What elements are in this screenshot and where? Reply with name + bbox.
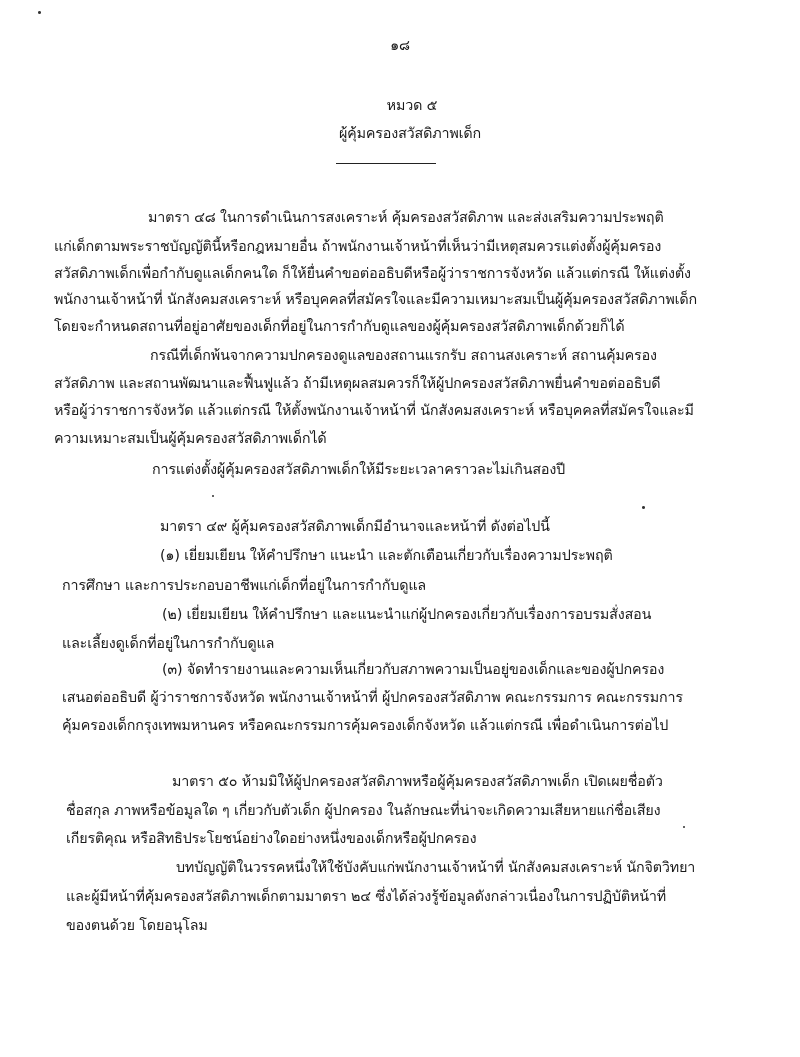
section-48-line: สวัสดิภาพเด็กเพื่อกำกับดูแลเด็กคนใด ก็ให้ยื่นคำขอต่ออธิบดีหรือผู้ว่าราชการจังหวัด แล้วแต่กรณี ให้แต่งตั้ง — [54, 266, 691, 282]
section-50-line: เกียรติคุณ หรือสิทธิประโยชน์อย่างใดอย่างหนึ่งของเด็กหรือผู้ปกครอง — [66, 831, 477, 847]
section-49-line: (๑) เยี่ยมเยียน ให้คำปรึกษา แนะนำ และตักเตือนเกี่ยวกับเรื่องความประพฤติ — [160, 548, 613, 564]
section-48-line: ความเหมาะสมเป็นผู้คุ้มครองสวัสดิภาพเด็กได้ — [54, 431, 327, 447]
section-49-line: และเลี้ยงดูเด็กที่อยู่ในการกำกับดูแล — [62, 636, 275, 652]
section-48-heading-line: มาตรา ๔๘ ในการดำเนินการสงเคราะห์ คุ้มครองสวัสดิภาพ และส่งเสริมความประพฤติ — [148, 210, 664, 226]
section-48-line: สวัสดิภาพ และสถานพัฒนาและฟื้นฟูแล้ว ถ้ามีเหตุผลสมควรก็ให้ผู้ปกครองสวัสดิภาพยื่นคำขอต่ออธิบดี — [54, 376, 661, 392]
section-49-line: เสนอต่ออธิบดี ผู้ว่าราชการจังหวัด พนักงานเจ้าหน้าที่ ผู้ปกครองสวัสดิภาพ คณะกรรมการ คณะกรรมการ — [62, 690, 683, 706]
chapter-title: หมวด ๕ — [386, 98, 438, 114]
section-50-heading-line: มาตรา ๕๐ ห้ามมิให้ผู้ปกครองสวัสดิภาพหรือผู้คุ้มครองสวัสดิภาพเด็ก เปิดเผยชื่อตัว — [172, 774, 663, 790]
section-49-line: (๒) เยี่ยมเยียน ให้คำปรึกษา และแนะนำแก่ผู้ปกครองเกี่ยวกับเรื่องการอบรมสั่งสอน — [162, 607, 652, 623]
section-48-line: แก่เด็กตามพระราชบัญญัตินี้หรือกฎหมายอื่น ถ้าพนักงานเจ้าหน้าที่เห็นว่ามีเหตุสมควรแต่งตั้งผู้คุ้มครอง — [54, 239, 662, 255]
section-48-line: การแต่งตั้งผู้คุ้มครองสวัสดิภาพเด็กให้มีระยะเวลาคราวละไม่เกินสองปี — [152, 462, 566, 478]
section-49-line: คุ้มครองเด็กกรุงเทพมหานคร หรือคณะกรรมการคุ้มครองเด็กจังหวัด แล้วแต่กรณี เพื่อดำเนินการต่อไป — [62, 718, 669, 734]
page-number: ๑๘ — [390, 38, 410, 54]
section-50-line: บทบัญญัติในวรรคหนึ่งให้ใช้บังคับแก่พนักงานเจ้าหน้าที่ นักสังคมสงเคราะห์ นักจิตวิทยา — [176, 860, 696, 876]
section-50-line: ของตนด้วย โดยอนุโลม — [66, 918, 208, 934]
section-49-heading-line: มาตรา ๔๙ ผู้คุ้มครองสวัสดิภาพเด็กมีอำนาจและหน้าที่ ดังต่อไปนี้ — [160, 519, 550, 535]
scan-speck — [212, 495, 214, 497]
chapter-subtitle: ผู้คุ้มครองสวัสดิภาพเด็ก — [338, 126, 482, 142]
section-50-line: ชื่อสกุล ภาพหรือข้อมูลใด ๆ เกี่ยวกับตัวเด็ก ผู้ปกครอง ในลักษณะที่น่าจะเกิดความเสียหายแก่ชื่อเสียง — [66, 803, 661, 819]
section-49-line: (๓) จัดทำรายงานและความเห็นเกี่ยวกับสภาพความเป็นอยู่ของเด็กและของผู้ปกครอง — [162, 662, 665, 678]
section-48-line: กรณีที่เด็กพ้นจากความปกครองดูแลของสถานแรกรับ สถานสงเคราะห์ สถานคุ้มครอง — [150, 348, 657, 364]
section-48-line: หรือผู้ว่าราชการจังหวัด แล้วแต่กรณี ให้ตั้งพนักงานเจ้าหน้าที่ นักสังคมสงเคราะห์ หรือบุคคลที่สมัครใจและมี — [54, 403, 694, 419]
title-underline — [336, 163, 436, 164]
section-48-line: พนักงานเจ้าหน้าที่ นักสังคมสงเคราะห์ หรือบุคคลที่สมัครใจและมีความเหมาะสมเป็นผู้คุ้มครองสวัสดิภาพเด็ก — [54, 292, 697, 308]
scan-speck — [683, 826, 685, 828]
scan-speck — [642, 506, 645, 509]
section-50-line: และผู้มีหน้าที่คุ้มครองสวัสดิภาพเด็กตามมาตรา ๒๔ ซึ่งได้ล่วงรู้ข้อมูลดังกล่าวเนื่องในการปฏิบัติหน้าที่ — [66, 889, 667, 905]
section-48-line: โดยจะกำหนดสถานที่อยู่อาศัยของเด็กที่อยู่ในการกำกับดูแลของผู้คุ้มครองสวัสดิภาพเด็กด้วยก็ได้ — [54, 319, 625, 335]
section-49-line: การศึกษา และการประกอบอาชีพแก่เด็กที่อยู่ในการกำกับดูแล — [62, 578, 427, 594]
scan-speck — [38, 11, 41, 14]
